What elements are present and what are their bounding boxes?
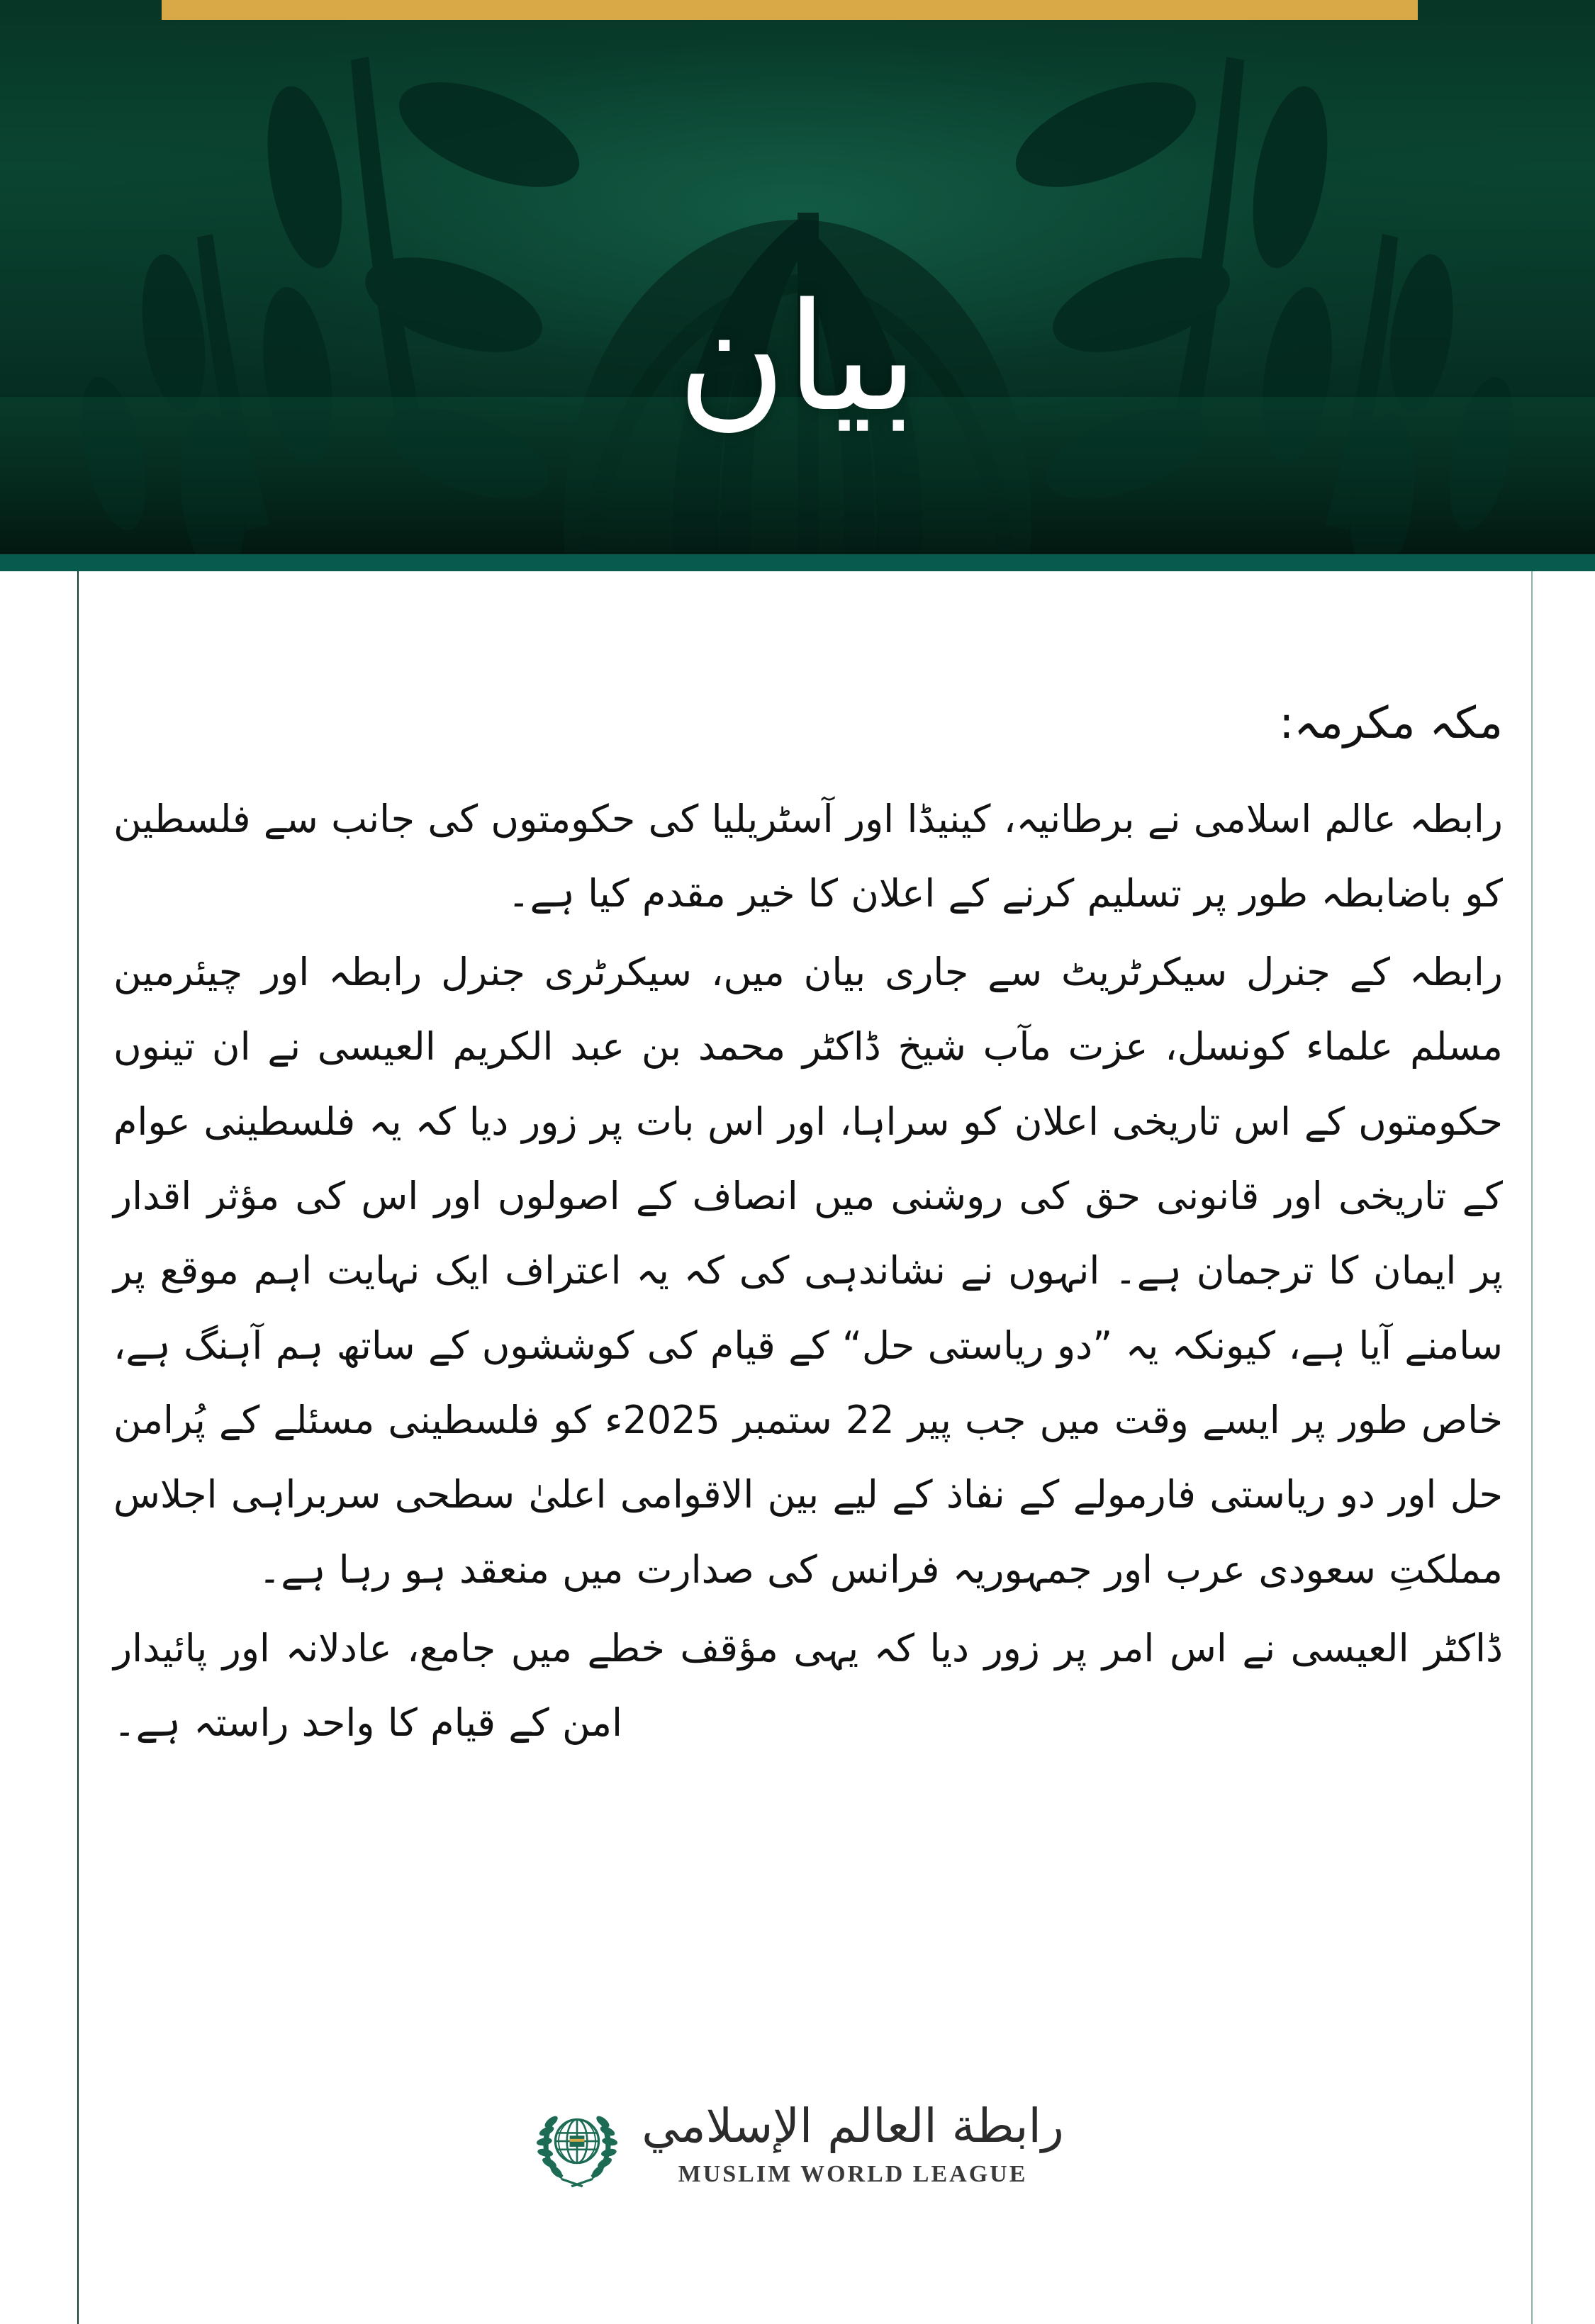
body-paragraph-1: رابطہ عالم اسلامی نے برطانیہ، کینیڈا اور آسٹریلیا کی حکومتوں کی جانب سے فلسطین کو باضابطہ طور پر تسلیم کرنے کے اعلان کا خیر مقدم کیا ہے۔ <box>113 796 1503 916</box>
globe-and-laurel-wreath-emblem-icon <box>531 2098 623 2190</box>
left-margin-rule <box>77 571 79 2324</box>
body-paragraph-3: ڈاکٹر العیسی نے اس امر پر زور دیا کہ یہی مؤقف خطے میں جامع، عادلانہ اور پائیدار امن کے قیام کا واحد راستہ ہے۔ <box>113 1625 1503 1746</box>
footer-logo <box>0 2098 1595 2190</box>
header-banner <box>0 0 1595 554</box>
logo-latin-text: MUSLIM WORLD LEAGUE <box>678 2160 1028 2187</box>
teal-divider-band <box>0 554 1595 571</box>
dateline: مکہ مکرمہ: <box>1279 697 1503 748</box>
document-body <box>113 695 1503 1764</box>
gold-accent-bar <box>162 0 1418 20</box>
logo-arabic-text: رابطة العالم الإسلامي <box>642 2098 1064 2153</box>
body-paragraph-2: رابطہ کے جنرل سیکرٹریٹ سے جاری بیان میں، سیکرٹری جنرل رابطہ اور چیئرمین مسلم علماء کونسل، عزت مآب شیخ ڈاکٹر محمد بن عبد الکریم العیسی نے ان تینوں حکومتوں کے اس تاریخی اعلان کو سراہا، اور اس بات پر زور دیا کہ یہ فلسطینی عوام کے تاریخی اور قانونی حق کی روشنی میں انصاف کے اصولوں اور اس کی مؤثر اقدار پر ایمان کا ترجمان ہے۔ انہوں نے نشاندہی کی کہ یہ اعتراف ایک نہایت اہم موقع پر سامنے آیا ہے، کیونکہ یہ ”دو ریاستی حل“ کے قیام کی کوششوں کے ساتھ ہم آہنگ ہے، خاص طور پر ایسے وقت میں جب پیر 22 ستمبر 2025ء کو فلسطینی مسئلے کے پُرامن حل اور دو ریاستی فارمولے کے نفاذ کے لیے بین الاقوامی اعلیٰ سطحی سربراہی اجلاس مملکتِ سعودی عرب اور جمہوریہ فرانس کی صدارت میں منعقد ہو رہا ہے۔ <box>113 950 1503 1592</box>
right-margin-rule <box>1531 571 1533 2324</box>
logo-wordmark <box>642 2099 1064 2189</box>
page-title: بیان <box>676 271 919 444</box>
